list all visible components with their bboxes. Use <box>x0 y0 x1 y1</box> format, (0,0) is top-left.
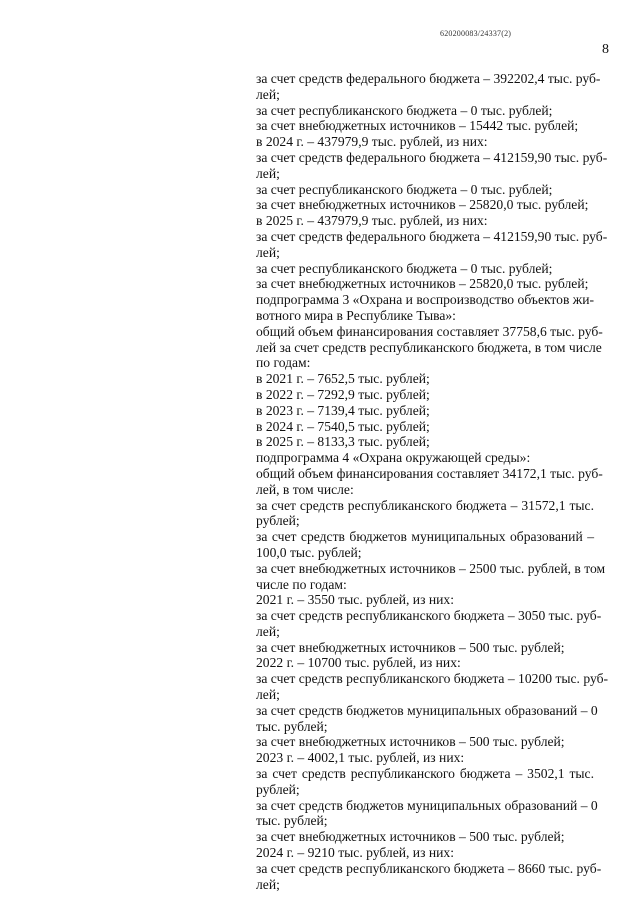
text-line: за счет средств бюджетов муниципальных образований – 0 <box>256 797 598 813</box>
text-line: в 2022 г. – 7292,9 тыс. рублей; <box>256 386 430 402</box>
text-line: за счет средств республиканского бюджета – 3050 тыс. руб- <box>256 608 602 624</box>
text-line: общий объем финансирования составляет 37758,6 тыс. руб- <box>256 323 603 339</box>
text-line: в 2021 г. – 7652,5 тыс. рублей; <box>256 371 430 387</box>
text-line: по годам: <box>256 355 311 371</box>
text-line: за счет средств республиканского бюджета – 8660 тыс. руб- <box>256 860 602 876</box>
text-line: за счет средств бюджетов муниципальных образований – 0 <box>256 702 598 718</box>
text-line: в 2025 г. – 8133,3 тыс. рублей; <box>256 434 430 450</box>
text-line: за счет республиканского бюджета – 0 тыс. рублей; <box>256 102 553 118</box>
text-line: за счет внебюджетных источников – 500 тыс. рублей; <box>256 639 565 655</box>
text-line: за счет средств республиканского бюджета – 31572,1 тыс. <box>256 497 594 513</box>
text-line: 2022 г. – 10700 тыс. рублей, из них: <box>256 655 461 671</box>
text-line: тыс. рублей; <box>256 718 328 734</box>
text-line: за счет внебюджетных источников – 500 тыс. рублей; <box>256 734 565 750</box>
text-line: за счет республиканского бюджета – 0 тыс. рублей; <box>256 181 553 197</box>
text-line: лей; <box>256 623 280 639</box>
text-line: лей; <box>256 86 280 102</box>
text-line: подпрограмма 3 «Охрана и воспроизводство объектов жи- <box>256 292 594 308</box>
text-line: тыс. рублей; <box>256 813 328 829</box>
text-line: за счет средств республиканского бюджета – 10200 тыс. руб- <box>256 671 609 687</box>
text-line: за счет средств федерального бюджета – 412159,90 тыс. руб- <box>256 228 608 244</box>
text-line: лей; <box>256 687 280 703</box>
text-line: подпрограмма 4 «Охрана окружающей среды»: <box>256 450 531 466</box>
text-line: за счет внебюджетных источников – 500 тыс. рублей; <box>256 829 565 845</box>
text-line: рублей; <box>256 513 300 529</box>
text-line: 2021 г. – 3550 тыс. рублей, из них: <box>256 592 454 608</box>
text-line: лей; <box>256 876 280 892</box>
document-body <box>256 71 609 892</box>
text-line: 100,0 тыс. рублей; <box>256 544 362 560</box>
text-line: лей, в том числе: <box>256 481 354 497</box>
text-line: числе по годам: <box>256 576 347 592</box>
text-line: за счет внебюджетных источников – 2500 тыс. рублей, в том <box>256 560 606 576</box>
document-code: 620200083/24337(2) <box>440 29 512 38</box>
text-line: 2023 г. – 4002,1 тыс. рублей, из них: <box>256 750 465 766</box>
text-line: за счет внебюджетных источников – 25820,0 тыс. рублей; <box>256 276 589 292</box>
text-line: 2024 г. – 9210 тыс. рублей, из них: <box>256 845 454 861</box>
text-line: за счет внебюджетных источников – 25820,0 тыс. рублей; <box>256 197 589 213</box>
text-line: в 2024 г. – 7540,5 тыс. рублей; <box>256 418 430 434</box>
text-line: рублей; <box>256 781 300 797</box>
text-line: общий объем финансирования составляет 34172,1 тыс. руб- <box>256 465 603 481</box>
text-line: в 2025 г. – 437979,9 тыс. рублей, из них: <box>256 213 488 229</box>
text-line: в 2024 г. – 437979,9 тыс. рублей, из них: <box>256 134 488 150</box>
text-line: за счет средств бюджетов муниципальных образований – <box>256 529 594 545</box>
text-line: за счет средств федерального бюджета – 412159,90 тыс. руб- <box>256 149 608 165</box>
page-number: 8 <box>602 42 609 57</box>
text-line: лей за счет средств республиканского бюджета, в том числе <box>256 339 602 355</box>
text-line: лей; <box>256 165 280 181</box>
text-line: в 2023 г. – 7139,4 тыс. рублей; <box>256 402 430 418</box>
text-line: за счет средств федерального бюджета – 392202,4 тыс. руб- <box>256 71 601 86</box>
text-line: лей; <box>256 244 280 260</box>
text-line: за счет внебюджетных источников – 15442 тыс. рублей; <box>256 118 579 134</box>
text-line: за счет республиканского бюджета – 0 тыс. рублей; <box>256 260 553 276</box>
text-line: вотного мира в Республике Тыва»: <box>256 307 456 323</box>
text-line: за счет средств республиканского бюджета – 3502,1 тыс. <box>256 766 594 782</box>
